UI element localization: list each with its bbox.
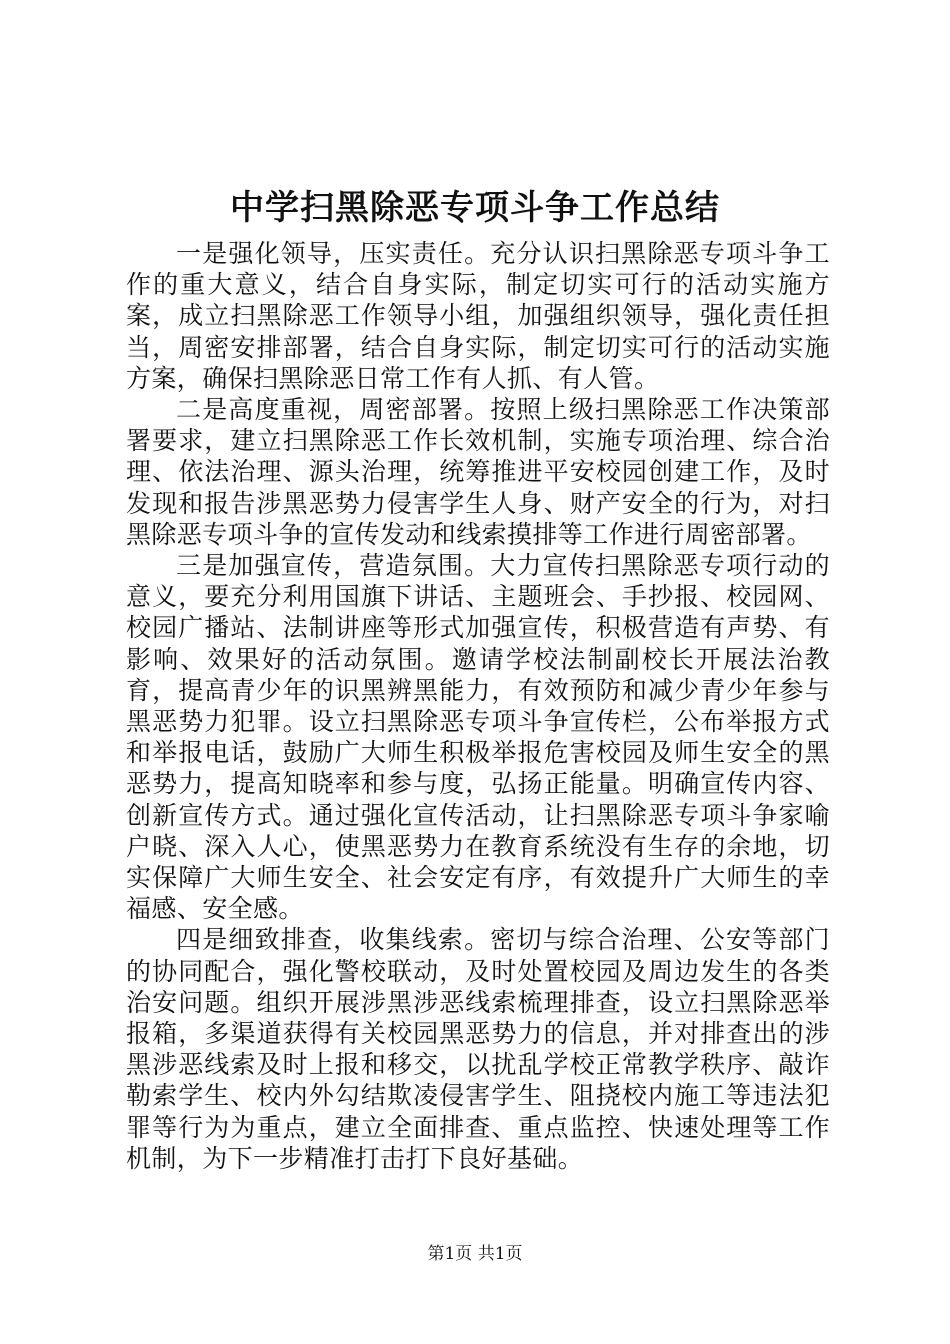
paragraph-4: 四是细致排查，收集线索。密切与综合治理、公安等部门的协同配合，强化警校联动，及时处置校园及周边发生的各类治安问题。组织开展涉黑涉恶线索梳理排查，设立扫黑除恶举报箱，多渠道获得有关校园黑恶势力的信息，并对排查出的涉黑涉恶线索及时上报和移交，以扰乱学校正常教学秩序、敲诈勒索学生、校内外勾结欺凌侵害学生、阻挠校内施工等违法犯罪等行为为重点，建立全面排查、重点监控、快速处理等工作机制，为下一步精准打击打下良好基础。	[126, 925, 830, 1173]
paragraph-1: 一是强化领导，压实责任。充分认识扫黑除恶专项斗争工作的重大意义，结合自身实际，制定切实可行的活动实施方案，成立扫黑除恶工作领导小组，加强组织领导，强化责任担当，周密安排部署，结合自身实际，制定切实可行的活动实施方案，确保扫黑除恶日常工作有人抓、有人管。	[126, 239, 830, 393]
document-title: 中学扫黑除恶专项斗争工作总结	[230, 188, 720, 228]
page-footer: 第1页 共1页	[427, 1244, 523, 1264]
paragraph-2: 二是高度重视，周密部署。按照上级扫黑除恶工作决策部署要求，建立扫黑除恶工作长效机制，实施专项治理、综合治理、依法治理、源头治理，统筹推进平安校园创建工作，及时发现和报告涉黑恶势力侵害学生人身、财产安全的行为，对扫黑除恶专项斗争的宣传发动和线索摸排等工作进行周密部署。	[126, 395, 830, 549]
paragraph-3: 三是加强宣传，营造氛围。大力宣传扫黑除恶专项行动的意义，要充分利用国旗下讲话、主题班会、手抄报、校园网、校园广播站、法制讲座等形式加强宣传，积极营造有声势、有影响、效果好的活动氛围。邀请学校法制副校长开展法治教育，提高青少年的识黑辨黑能力，有效预防和减少青少年参与黑恶势力犯罪。设立扫黑除恶专项斗争宣传栏，公布举报方式和举报电话，鼓励广大师生积极举报危害校园及师生安全的黑恶势力，提高知晓率和参与度，弘扬正能量。明确宣传内容、创新宣传方式。通过强化宣传活动，让扫黑除恶专项斗争家喻户晓、深入人心，使黑恶势力在教育系统没有生存的余地，切实保障广大师生安全、社会安定有序，有效提升广大师生的幸福感、安全感。	[126, 551, 830, 924]
document-body	[126, 238, 830, 1174]
